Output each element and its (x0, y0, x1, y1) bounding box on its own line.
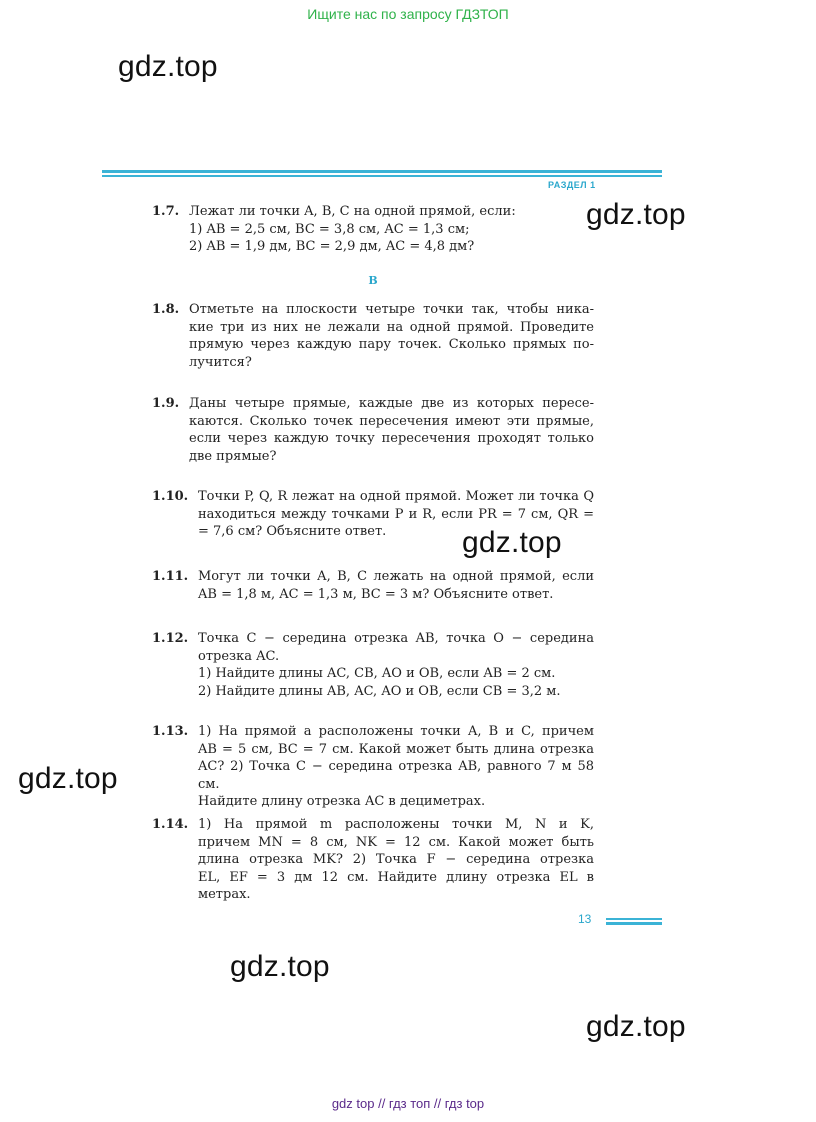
watermark: gdz.top (118, 50, 218, 83)
problem-line: AB = 5 см, BC = 7 см. Какой может быть длина отрезка (198, 741, 594, 757)
problem-number: 1.8. (152, 302, 180, 317)
problem-line: 1) На прямой m расположены точки M, N и K, (198, 817, 594, 832)
problem-line: если через каждую точку пересечения проходят только (189, 431, 594, 446)
top-banner: Ищите нас по запросу ГДЗТОП (307, 6, 509, 22)
watermark: gdz.top (18, 762, 118, 795)
problem-1-12 (152, 630, 594, 700)
page-number: 13 (578, 912, 592, 926)
problem-line: две прямые? (189, 448, 277, 464)
footer-links: gdz top // гдз топ // гдз top (331, 1096, 485, 1111)
problem-line: 1) AB = 2,5 см, BC = 3,8 см, AC = 1,3 см; (189, 221, 470, 237)
problem-number: 1.13. (152, 724, 189, 739)
problem-number: 1.11. (152, 569, 189, 584)
problem-number: 1.14. (152, 817, 189, 832)
problem-1-7 (152, 203, 594, 256)
problem-line: Лежат ли точки A, B, C на одной прямой, если: (189, 204, 516, 219)
problem-1-9 (152, 395, 594, 465)
problem-line: длина отрезка MK? 2) Точка F − середина отрезка (198, 852, 594, 867)
problem-line: AC? 2) Точка C − середина отрезка AB, равного 7 м 58 см. (198, 759, 594, 792)
problem-line: лучится? (189, 354, 252, 370)
problem-line: Найдите длину отрезка AC в дециметрах. (198, 794, 486, 809)
problem-line: Могут ли точки A, B, C лежать на одной прямой, если (198, 569, 594, 584)
problem-line: отрезка AC. (198, 648, 280, 664)
problem-line: Отметьте на плоскости четыре точки так, чтобы ника- (189, 302, 594, 317)
problem-number: 1.12. (152, 631, 189, 646)
header-rule (102, 170, 662, 177)
problem-1-8 (152, 301, 594, 371)
watermark: gdz.top (230, 950, 330, 983)
problem-number: 1.9. (152, 396, 180, 411)
footer-rule (606, 918, 662, 925)
problem-line: Точки P, Q, R лежат на одной прямой. Может ли точка Q (198, 489, 594, 504)
problem-line: каются. Сколько точек пересечения имеют эти прямые, (189, 413, 594, 429)
problem-line: EL, EF = 3 дм 12 см. Найдите длину отрезка EL в (198, 869, 594, 885)
problem-line: 2) AB = 1,9 дм, BC = 2,9 дм, AC = 4,8 дм? (189, 239, 475, 254)
problem-line: 1) Найдите длины AC, CB, AO и OB, если AB = 2 см. (198, 666, 556, 681)
section-label: РАЗДЕЛ 1 (548, 180, 596, 190)
problem-line: находиться между точками P и R, если PR = 7 см, QR = (198, 506, 594, 522)
problem-number: 1.7. (152, 204, 180, 219)
watermark: gdz.top (586, 1010, 686, 1043)
problem-1-10 (152, 488, 594, 541)
difficulty-level-letter: B (368, 274, 378, 287)
problem-number: 1.10. (152, 489, 189, 504)
problem-line: Точка C − середина отрезка AB, точка O − середина (198, 631, 594, 646)
problem-line: 2) Найдите длины AB, AC, AO и OB, если CB = 3,2 м. (198, 683, 561, 699)
problem-line: Даны четыре прямые, каждые две из которых пересе- (189, 396, 594, 411)
problem-line: = 7,6 см? Объясните ответ. (198, 524, 387, 539)
problem-line: 1) На прямой a расположены точки A, B и C, причем (198, 724, 594, 739)
problem-line: AB = 1,8 м, AC = 1,3 м, BC = 3 м? Объясните ответ. (198, 586, 554, 602)
problem-line: кие три из них не лежали на одной прямой. Проведите (189, 319, 594, 335)
watermark: gdz.top (586, 198, 686, 231)
problem-line: причем MN = 8 см, NK = 12 см. Какой может быть (198, 834, 594, 850)
problem-1-11 (152, 568, 594, 603)
problem-line: метрах. (198, 887, 251, 902)
watermark: gdz.top (462, 526, 562, 559)
problem-1-14 (152, 816, 594, 904)
problem-1-13 (152, 723, 594, 811)
problem-line: прямую через каждую пару точек. Сколько прямых по- (189, 337, 594, 352)
